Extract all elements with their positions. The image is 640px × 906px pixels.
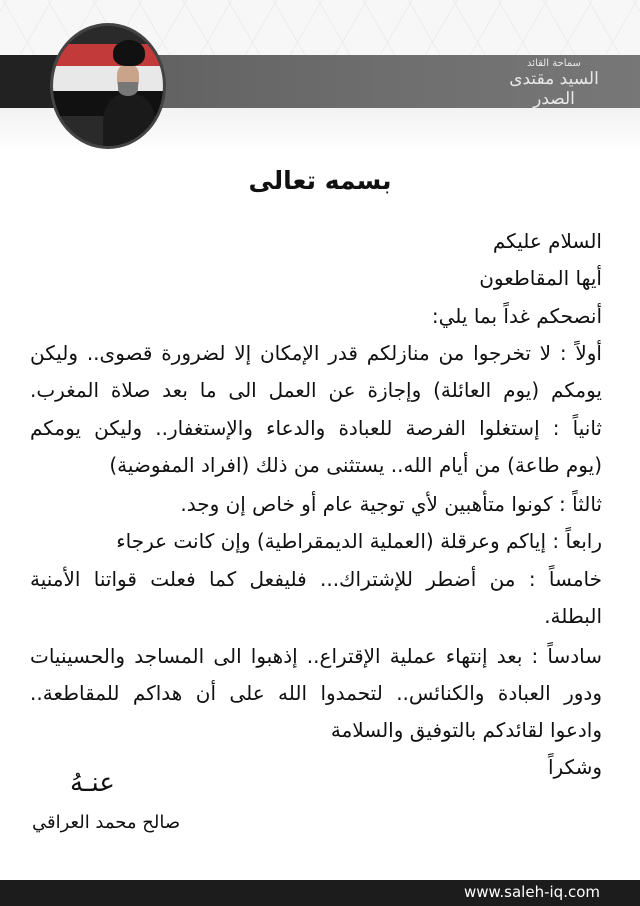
calligraphy-logo (494, 58, 614, 109)
body-line: أيها المقاطعون (479, 266, 602, 290)
logo-line1: سماحة القائد (527, 58, 581, 69)
body-line: (يوم طاعة) من أيام الله.. يستثنى من ذلك (افراد المفوضية) (109, 453, 602, 477)
logo-line2: السيد مقتدى الصدر (509, 69, 599, 109)
portrait-photo (50, 23, 166, 149)
body-line: يومكم (يوم العائلة) وإجازة عن العمل الى ما بعد صلاة المغرب. (30, 378, 602, 402)
signature-mark: عنـهُ (70, 768, 115, 798)
body-line: وادعوا لقائدكم بالتوفيق والسلامة (330, 718, 602, 742)
website-link[interactable]: www.saleh-iq.com (463, 883, 600, 901)
beard (118, 82, 138, 96)
turban (113, 40, 145, 66)
signature-name: صالح محمد العراقي (32, 812, 181, 833)
footer-bar (0, 880, 640, 906)
body-line: سادساً : بعد إنتهاء عملية الإقتراع.. إذهبوا الى المساجد والحسينيات (30, 644, 602, 668)
robe (103, 94, 155, 149)
body-line: ثالثاً : كونوا متأهبين لأي توجية عام أو خاص إن وجد. (180, 492, 602, 516)
document-title: بسمه تعالى (248, 166, 392, 195)
body-line: خامساً : من أضطر للإشتراك... فليفعل كما فعلت قواتنا الأمنية (30, 567, 602, 591)
body-line: ودور العبادة والكنائس.. لتحمدوا الله على أن هداكم للمقاطعة.. (30, 681, 602, 705)
body-line: أنصحكم غداً بما يلي: (431, 304, 602, 328)
body-line: رابعاً : إياكم وعرقلة (العملية الديمقراطية) وإن كانت عرجاء (116, 529, 602, 553)
body-line: أولاً : لا تخرجوا من منازلكم قدر الإمكان إلا لضرورة قصوى.. وليكن (30, 341, 602, 365)
person-figure (103, 40, 151, 149)
body-line: البطلة. (544, 604, 602, 628)
body-line: السلام عليكم (492, 229, 602, 253)
body-line: وشكراً (547, 755, 602, 779)
body-line: ثانياً : إستغلوا الفرصة للعبادة والدعاء والإستغفار.. وليكن يومكم (30, 416, 602, 440)
